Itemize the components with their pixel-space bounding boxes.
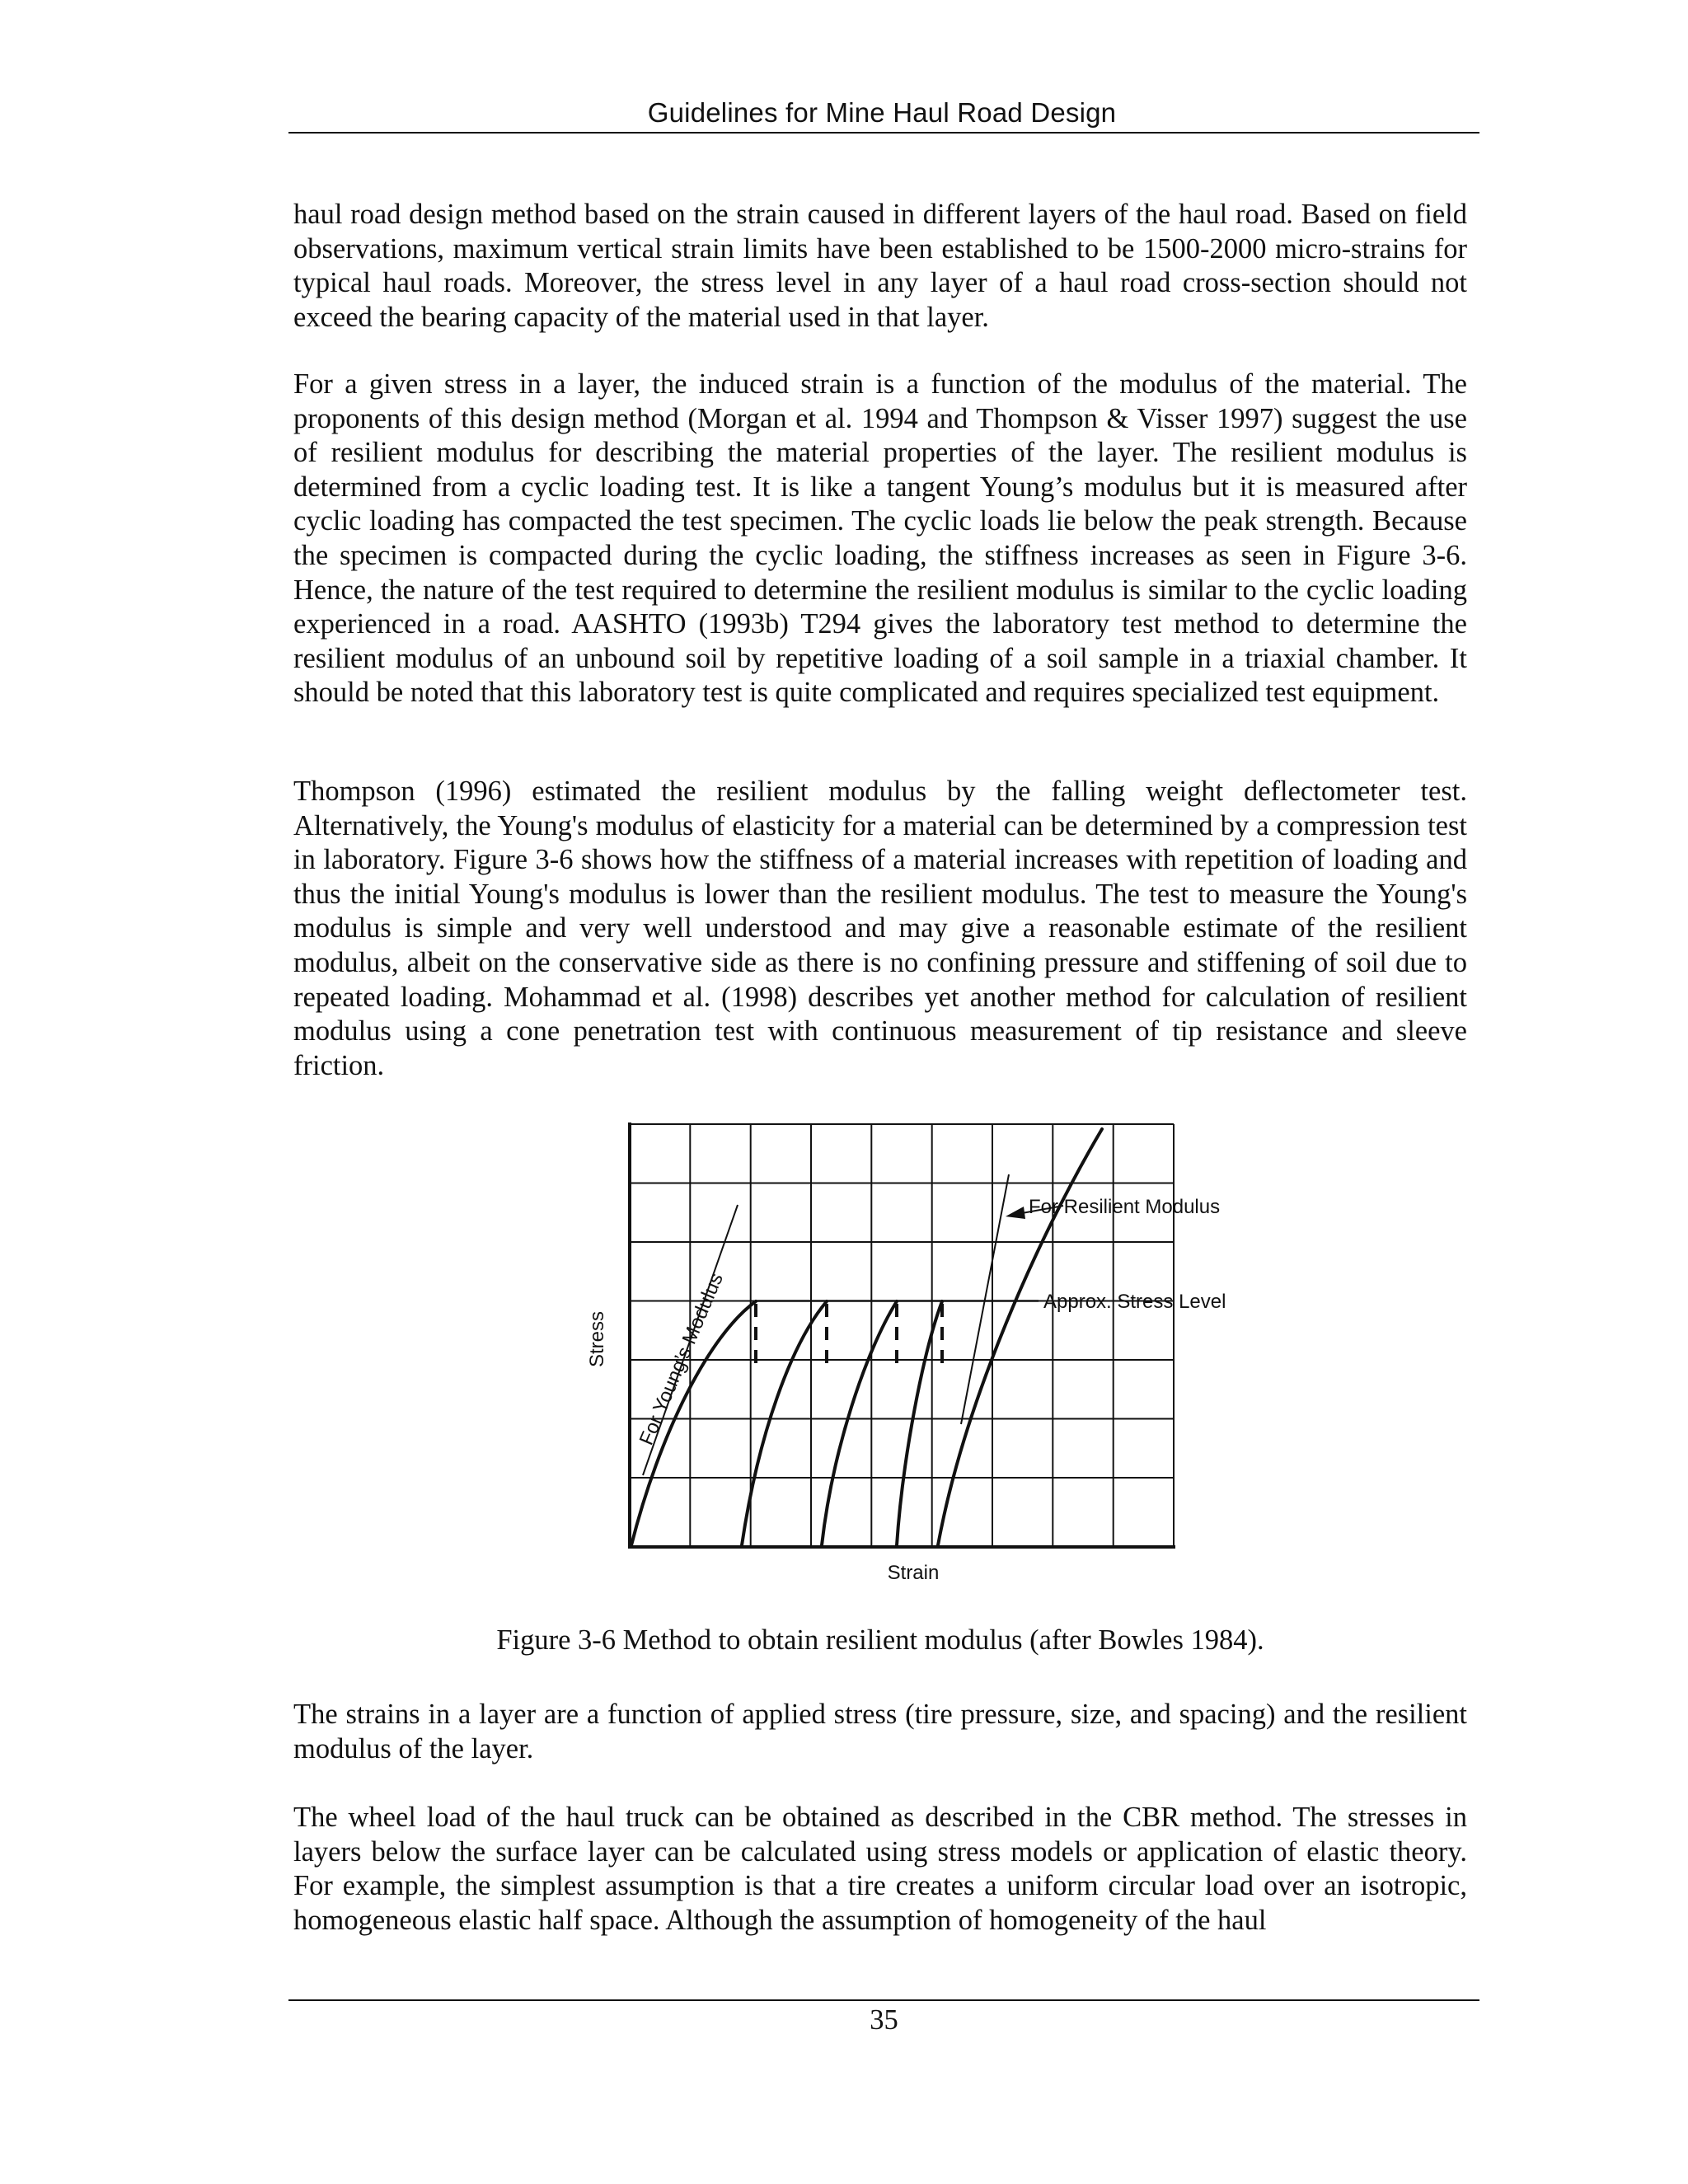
- paragraph-5: [293, 1801, 1467, 1938]
- y-axis-label: Stress: [586, 1310, 608, 1368]
- paragraph-1: [293, 198, 1467, 335]
- paragraph-2-text: For a given stress in a layer, the induced strain is a function of the modulus of the material. The proponents of this design method (Morgan et al. 1994 and Thompson & Visser 1997) suggest the use of resilient modulus for describing the material properties of the layer. The resilient modulus is determined from a cyclic loading test. It is like a tangent Young’s modulus but it is measured after cyclic loading has compacted the test specimen. The cyclic loads lie below the peak strength. Because the specimen is compacted during the cyclic loading, the stiffness increases as seen in Figure 3-6. Hence, the nature of the test required to determine the resilient modulus is similar to the cyclic loading experienced in a road. AASHTO (1993b) T294 gives the laboratory test method to determine the resilient modulus of an unbound soil by repetitive loading of a soil sample in a triaxial chamber. It should be noted that this laboratory test is quite complicated and requires specialized test equipment.: [293, 368, 1467, 709]
- header-rule: [288, 132, 1479, 134]
- paragraph-4-text: The strains in a layer are a function of applied stress (tire pressure, size, and spacing) and the resilient modulus of the layer.: [293, 1699, 1467, 1765]
- resilient-modulus-tangent: [961, 1174, 1009, 1424]
- stress-level-label: Approx. Stress Level: [1043, 1291, 1226, 1313]
- youngs-modulus-label: For Young’s Modulus: [635, 1269, 728, 1449]
- page-number: 35: [870, 2004, 898, 2036]
- paragraph-5-text: The wheel load of the haul truck can be obtained as described in the CBR method. The stresses in layers below the surface layer can be calculated using stress models or application of elastic theory. For example, the simplest assumption is that a tire creates a uniform circular load over an isotropic, homogeneous elastic half space. Although the assumption of homogeneity of the haul: [293, 1802, 1467, 1936]
- final-loading-curve: [938, 1129, 1102, 1545]
- running-header-title: Guidelines for Mine Haul Road Design: [647, 97, 1117, 128]
- resilient-arrow-head: [1006, 1207, 1025, 1219]
- x-axis-label: Strain: [887, 1562, 940, 1584]
- resilient-modulus-diagram: [577, 1104, 1236, 1599]
- cycle-3-loading: [822, 1301, 897, 1545]
- resilient-modulus-label: For Resilient Modulus: [1029, 1196, 1221, 1218]
- figure-3-6: [577, 1104, 1236, 1599]
- figure-caption: Figure 3-6 Method to obtain resilient modulus (after Bowles 1984).: [496, 1624, 1264, 1656]
- footer-rule: [288, 1999, 1479, 2001]
- cycle-4-loading: [897, 1301, 942, 1545]
- paragraph-3: [293, 775, 1467, 1083]
- paragraph-1-text: haul road design method based on the strain caused in different layers of the haul road. Based on field observations, maximum vertical strain limits have been established to be 1500-2000 micro-strains for typical haul roads. Moreover, the stress level in any layer of a haul road cross-section should not exceed the bearing capacity of the material used in that layer.: [293, 199, 1467, 333]
- paragraph-2: [293, 368, 1467, 710]
- paragraph-3-text: Thompson (1996) estimated the resilient modulus by the falling weight deflectometer test. Alternatively, the Young's modulus of elasticity for a material can be determined by a compression test in laboratory. Figure 3-6 shows how the stiffness of a material increases with repetition of loading and thus the initial Young's modulus is lower than the resilient modulus. The test to measure the Young's modulus is simple and very well understood and may give a reasonable estimate of the resilient modulus, albeit on the conservative side as there is no confining pressure and stiffening of soil due to repeated loading. Mohammad et al. (1998) describes yet another method for calculation of resilient modulus using a cone penetration test with continuous measurement of tip resistance and sleeve friction.: [293, 776, 1467, 1081]
- unloading-lines: [756, 1304, 942, 1366]
- paragraph-4: [293, 1698, 1467, 1766]
